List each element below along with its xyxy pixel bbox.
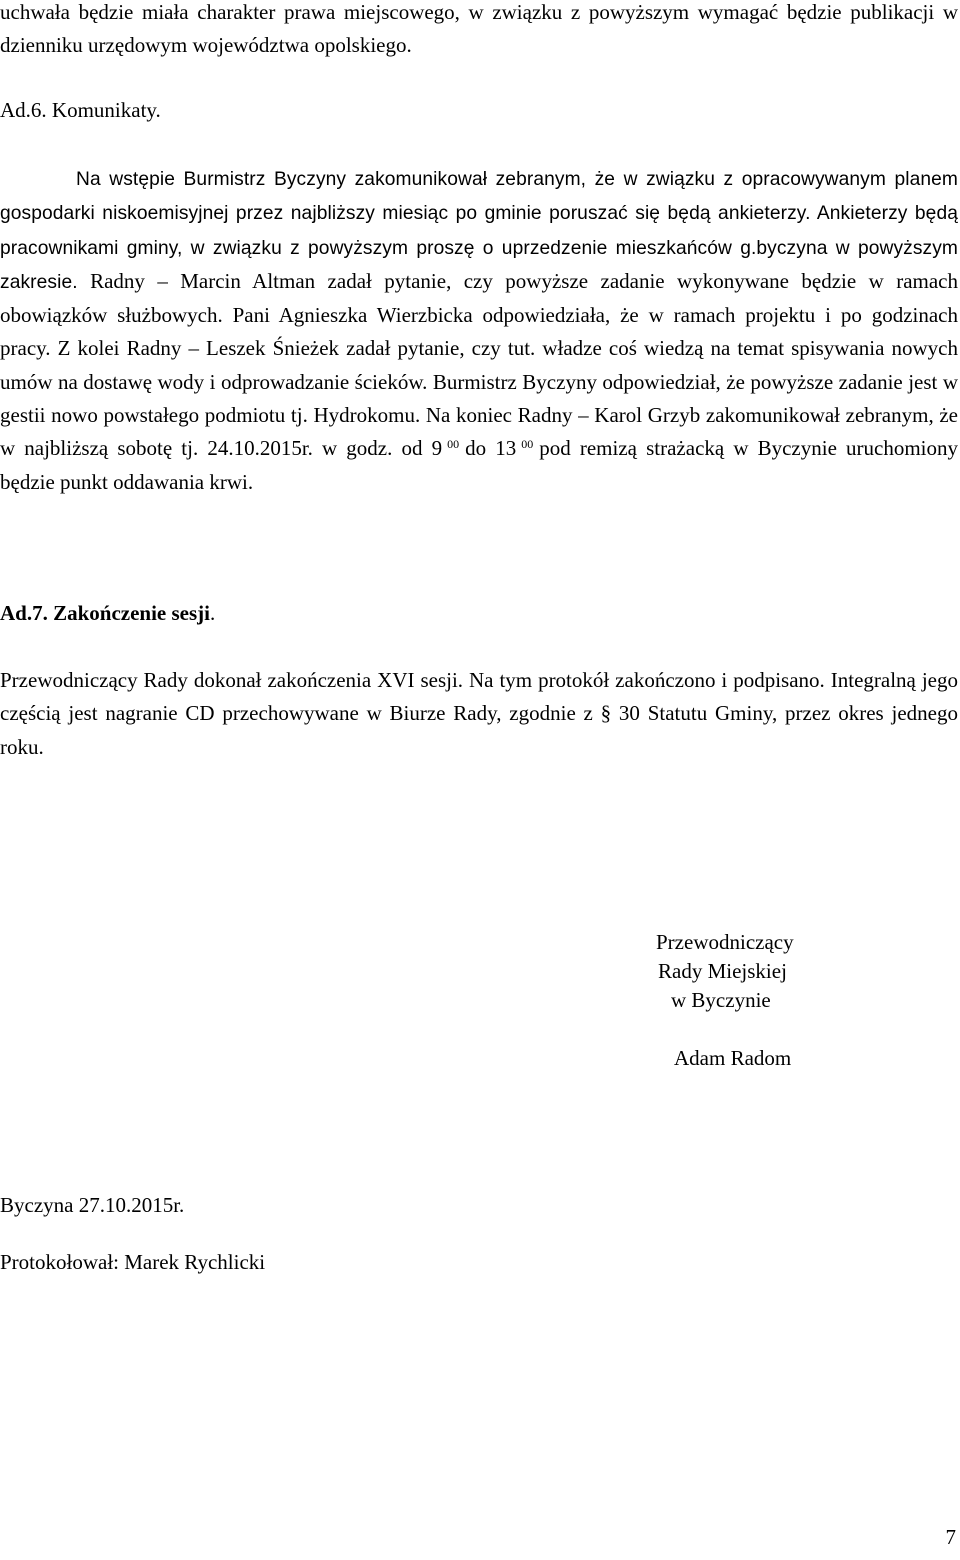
section-7-heading-bold: Ad.7. Zakończenie sesji	[0, 601, 210, 625]
recorded-by: Protokołował: Marek Rychlicki	[0, 1250, 266, 1274]
time-superscript-start: 00	[447, 437, 460, 452]
time-superscript-end: 00	[521, 437, 534, 452]
page-number: 7	[945, 1525, 956, 1549]
section-7-heading-period: .	[210, 601, 216, 625]
place-date: Byczyna 27.10.2015r.	[0, 1193, 185, 1217]
intro-paragraph	[0, 0, 958, 63]
signature-title-line-3: w Byczynie	[671, 988, 771, 1012]
signature-title-line-1: Przewodniczący	[656, 930, 794, 954]
section-6-text-to: do 13	[465, 436, 517, 461]
section-6-heading: Ad.6. Komunikaty.	[0, 98, 161, 122]
signature-title-line-2: Rady Miejskiej	[658, 959, 787, 983]
section-6-text-sans: Na wstępie Burmistrz Byczyny zakomunikował zebranym, że w związku z opracowywanym planem gospodarki niskoemisyjnej przez najbliższy miesiąc po gminie poruszać się będą ankieterzy. Ankieterzy będą pracownikami gminy, w związku z powyższym proszę o uprzedzenie mieszkańców g.byczyna w powyższym zakresie.	[0, 169, 958, 293]
section-7-paragraph	[0, 664, 958, 764]
section-6-text-serif: Radny – Marcin Altman zadał pytanie, czy powyższe zadanie wykonywane będzie w ramach obowiązków służbowych. Pani Agnieszka Wierzbicka odpowiedziała, że w ramach projektu i po godzinach pracy. Z kolei Radny – Leszek Śnieżek zadał pytanie, czy tut. władze coś wiedzą na temat spisywania nowych umów na dostawę wody i odprowadzanie ścieków. Burmistrz Byczyny odpowiedział, że powyższe zadanie jest w gestii nowo powstałego podmiotu tj. Hydrokomu. Na koniec Radny – Karol Grzyb zakomunikował zebranym, że w najbliższą sobotę tj. 24.10.2015r. w godz. od 9	[0, 268, 958, 461]
section-6-text-end: pod remizą strażacką w Byczynie uruchomiony będzie punkt oddawania krwi.	[0, 436, 959, 494]
intro-text: uchwała będzie miała charakter prawa miejscowego, w związku z powyższym wymagać będzie publikacji w dzienniku urzędowym województwa opolskiego.	[0, 0, 958, 58]
section-6-paragraph	[0, 162, 958, 499]
section-7-heading	[0, 598, 215, 628]
signature-name: Adam Radom	[674, 1046, 792, 1070]
section-7-text: Przewodniczący Rady dokonał zakończenia XVI sesji. Na tym protokół zakończono i podpisano. Integralną jego częścią jest nagranie CD przechowywane w Biurze Rady, zgodnie z § 30 Statutu Gminy, przez okres jednego roku.	[0, 668, 958, 759]
